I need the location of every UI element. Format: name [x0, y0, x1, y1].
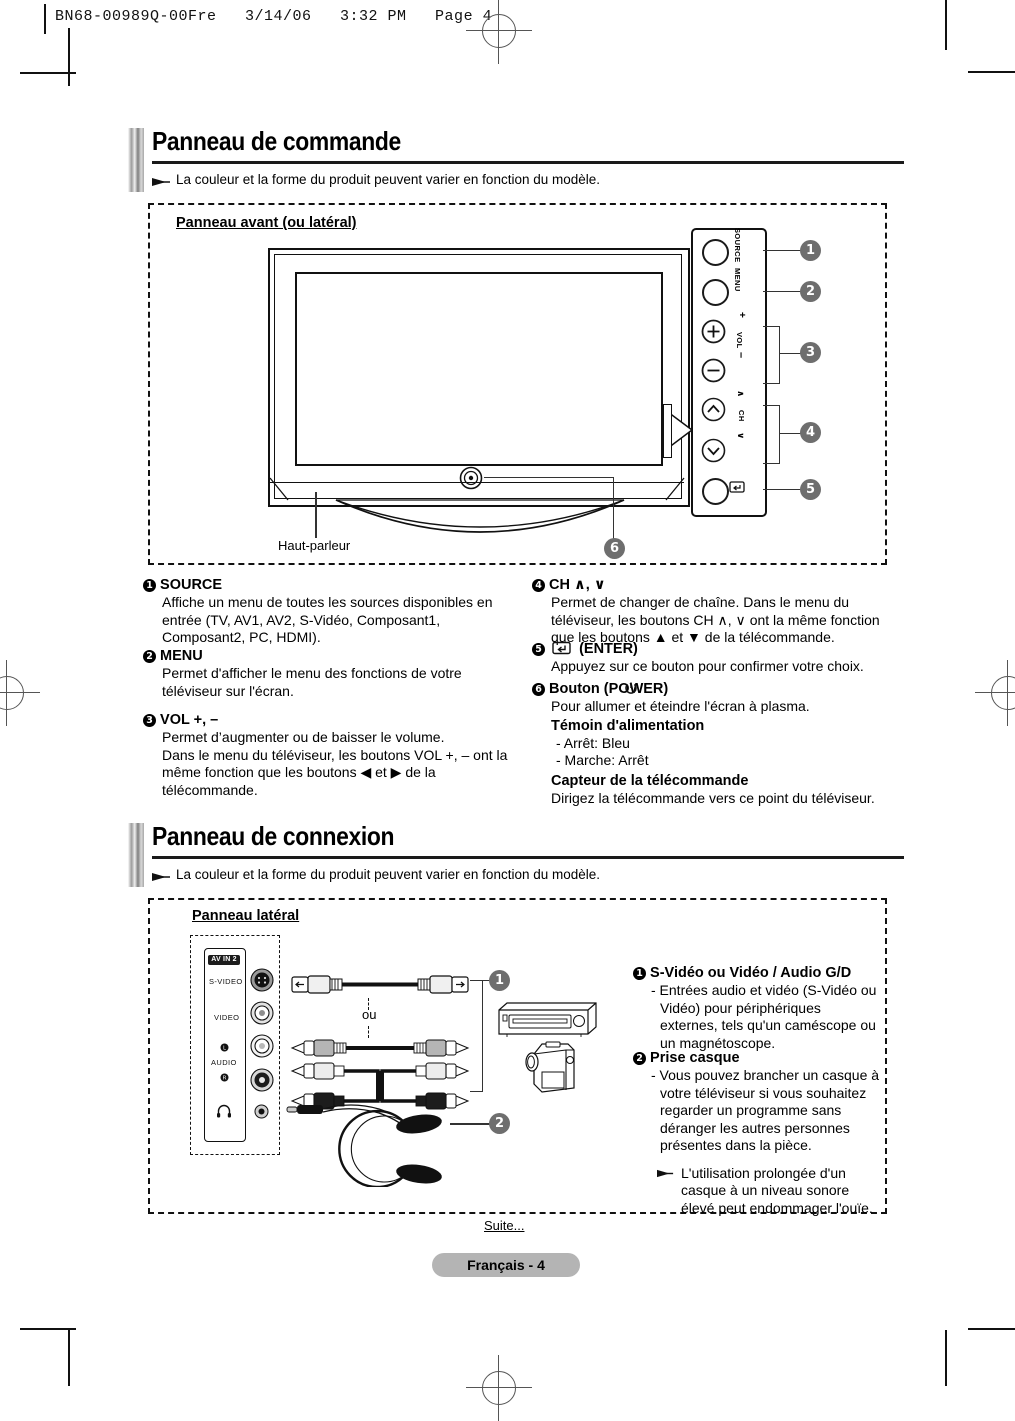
control-item-3-title-text: VOL +, – [160, 712, 219, 728]
control-item-6 [532, 681, 884, 807]
section2-accent-bar [128, 823, 144, 887]
callout-c2-leader [450, 1123, 490, 1125]
speaker-leader-line [315, 492, 317, 538]
headphone-icon [216, 1104, 232, 1118]
power-indicator-line-2: - Marche: Arrêt [556, 752, 649, 768]
callout-3: 3 [800, 342, 821, 363]
control-item-3-body: Permet d’augmenter ou de baisser le volume. [162, 729, 445, 745]
control-item-1 [143, 577, 513, 647]
bullet-4: 4 [532, 579, 545, 592]
audio-label: AUDIO [211, 1058, 237, 1067]
power-glyph-icon [624, 681, 638, 695]
channel-label: CH [737, 410, 746, 422]
power-leader-h [484, 477, 614, 478]
enter-button[interactable] [702, 478, 729, 505]
power-indicator-icon [458, 465, 484, 491]
source-label: SOURCE [733, 228, 742, 263]
front-panel-label: Panneau avant (ou latéral) [176, 215, 357, 231]
warning-arrow-icon [657, 1168, 674, 1179]
headphone-illustration [285, 1095, 485, 1187]
side-panel-label: Panneau latéral [192, 908, 300, 924]
connection-item-2-title-text: Prise casque [650, 1050, 740, 1066]
camcorder-device-icon [520, 1040, 582, 1096]
menu-label: MENU [733, 268, 742, 292]
control-item-1-title-text: SOURCE [160, 577, 223, 593]
power-indicator-line-1: - Arrêt: Bleu [556, 734, 630, 751]
tv-screen [295, 272, 663, 466]
bullet-5: 5 [532, 643, 545, 656]
crop-mark-bl-v [68, 1330, 70, 1386]
control-item-2 [143, 648, 513, 700]
control-item-2-title-text: MENU [160, 648, 203, 664]
connection-item-1 [633, 965, 881, 1052]
video-label: VIDEO [214, 1013, 240, 1022]
callout-3-brace [763, 326, 780, 384]
registration-mark-top [466, 0, 532, 64]
connection-bullet-1: 1 [633, 967, 646, 980]
control-item-5-title-text: (ENTER) [579, 641, 638, 657]
registration-mark-left [0, 660, 40, 726]
section-accent-bar [128, 128, 144, 192]
control-item-5 [532, 641, 884, 676]
crop-mark-tr-v [945, 0, 947, 50]
note-arrow-icon [152, 176, 171, 188]
page-number-badge: Français - 4 [432, 1253, 580, 1277]
crop-mark-tl-h [20, 72, 76, 74]
callout-1: 1 [800, 240, 821, 261]
speaker-label: Haut-parleur [278, 538, 351, 553]
callout-3-leader [779, 353, 801, 354]
control-item-4-body: Permet de changer de chaîne. Dans le menu du téléviseur, les boutons CH ∧, ∨ ont la même fonction que les boutons ▲ et ▼ de la télécommande. [551, 594, 880, 645]
control-item-6-body: Pour allumer et éteindre l'écran à plasma. [551, 698, 810, 714]
tv-corner-detail [268, 476, 298, 504]
tv-side-strip [663, 404, 672, 458]
video-jack[interactable] [250, 1001, 274, 1025]
section-note: La couleur et la forme du produit peuvent varier en fonction du modèle. [176, 172, 601, 187]
crop-mark-tr-h [968, 71, 1015, 73]
note2-arrow-icon [152, 871, 171, 883]
connection-item-1-title [633, 965, 881, 982]
connection-item-2-title [633, 1050, 881, 1067]
print-header-rule [44, 4, 46, 34]
tv-stand [330, 498, 630, 550]
connection-item-1-title-text: S-Vidéo ou Vidéo / Audio G/D [650, 965, 852, 981]
bullet-6: 6 [532, 683, 545, 696]
svideo-label: S-VIDEO [209, 977, 243, 986]
callout-4: 4 [800, 422, 821, 443]
svideo-jack[interactable] [250, 968, 274, 992]
section-title: Panneau de commande [152, 126, 401, 156]
callout-5-leader [763, 489, 801, 490]
power-indicator-subtitle: Témoin d'alimentation [551, 717, 705, 734]
connection-bullet-2: 2 [633, 1052, 646, 1065]
crop-mark-br-h [968, 1328, 1015, 1330]
audio-right-icon [220, 1073, 229, 1082]
registration-mark-right [975, 660, 1015, 726]
control-item-5-body: Appuyez sur ce bouton pour confirmer votre choix. [551, 658, 864, 674]
connection-callout-2: 2 [489, 1113, 510, 1134]
headphone-warning [657, 1165, 881, 1218]
enter-glyph-icon [552, 641, 572, 655]
crop-mark-tl-v [68, 28, 70, 86]
svg-text:R: R [222, 1075, 227, 1082]
channel-down-label: ∨ [736, 432, 746, 440]
callout-1-leader [763, 250, 801, 251]
svideo-cable [290, 972, 470, 998]
volume-plus-label: + [736, 312, 747, 319]
callout-2-leader [763, 291, 801, 292]
vcr-device-icon [495, 1000, 600, 1038]
cable-or-dash-bottom [368, 1026, 370, 1038]
control-item-1-title [143, 577, 513, 594]
control-item-6-title-text: Bouton (POWER) [549, 681, 669, 697]
bullet-1: 1 [143, 579, 156, 592]
crop-mark-bl-h [20, 1328, 76, 1330]
audio-left-icon [220, 1043, 229, 1052]
cable-or-label: ou [362, 1007, 377, 1022]
control-item-4-title-text: CH ∧, ∨ [549, 577, 606, 593]
svg-text:L: L [222, 1045, 227, 1052]
control-item-2-body: Permet d'afficher le menu des fonctions de votre téléviseur sur l'écran. [162, 665, 462, 699]
tv-corner-detail-right [656, 476, 686, 504]
bullet-2: 2 [143, 650, 156, 663]
control-item-3-title [143, 712, 515, 729]
connection-item-1-body: - Entrées audio et vidéo (S-Vidéo ou Vidéo) pour périphériques externes, tels qu'un caméscope ou un magnétoscope. [651, 982, 877, 1051]
callout-4-leader [779, 433, 801, 434]
section-rule [152, 161, 904, 164]
video-rca-cable [290, 1038, 470, 1058]
connection-item-2-body: - Vous pouvez brancher un casque à votre téléviseur si vous souhaitez regarder un programme sans déranger les autres personnes présentes dans la pièce. [651, 1067, 880, 1153]
continued-link[interactable]: Suite... [484, 1218, 525, 1233]
power-leader-v [613, 477, 614, 539]
print-header-text: BN68-00989Q-00Fre 3/14/06 3:32 PM Page 4 [55, 8, 493, 25]
av-in-badge: AV IN 2 [208, 955, 240, 965]
audio-right-jack[interactable] [250, 1068, 274, 1092]
connection-item-2 [633, 1050, 881, 1217]
control-item-3-body2: Dans le menu du téléviseur, les boutons VOL +, – ont la même fonction que les boutons ◀ et ▶ de la télécommande. [162, 746, 508, 798]
enter-icon [729, 480, 745, 494]
control-item-4 [532, 577, 884, 647]
channel-up-label: ∧ [736, 390, 746, 398]
control-item-6-title [532, 681, 884, 698]
connection-callout-1: 1 [489, 970, 510, 991]
control-item-2-title [143, 648, 513, 665]
callout-2: 2 [800, 281, 821, 302]
crop-mark-br-v [945, 1330, 947, 1386]
control-item-1-body: Affiche un menu de toutes les sources disponibles en entrée (TV, AV1, AV2, S-Vidéo, Composant1, Composant2, PC, HDMI). [162, 594, 493, 645]
callout-4-brace [763, 405, 780, 464]
control-item-5-title [532, 641, 884, 658]
section2-title: Panneau de connexion [152, 821, 395, 851]
remote-sensor-body: Dirigez la télécommande vers ce point du téléviseur. [551, 789, 875, 806]
section2-rule [152, 856, 904, 859]
bullet-3: 3 [143, 714, 156, 727]
control-item-4-title [532, 577, 884, 594]
cable-group-brace [470, 980, 483, 1092]
volume-label: VOL [735, 332, 744, 349]
headphone-warning-text: L'utilisation prolongée d'un casque à un niveau sonore élevé peut endommager l'ouïe. [681, 1164, 873, 1216]
callout-6: 6 [604, 538, 625, 559]
registration-mark-bottom [466, 1355, 532, 1421]
remote-sensor-subtitle: Capteur de la télécommande [551, 772, 749, 789]
control-item-3 [143, 712, 515, 799]
volume-minus-label: – [735, 352, 747, 359]
headphone-jack[interactable] [254, 1104, 269, 1119]
callout-5: 5 [800, 479, 821, 500]
audio-left-jack[interactable] [250, 1034, 274, 1058]
section2-note: La couleur et la forme du produit peuvent varier en fonction du modèle. [176, 867, 601, 882]
